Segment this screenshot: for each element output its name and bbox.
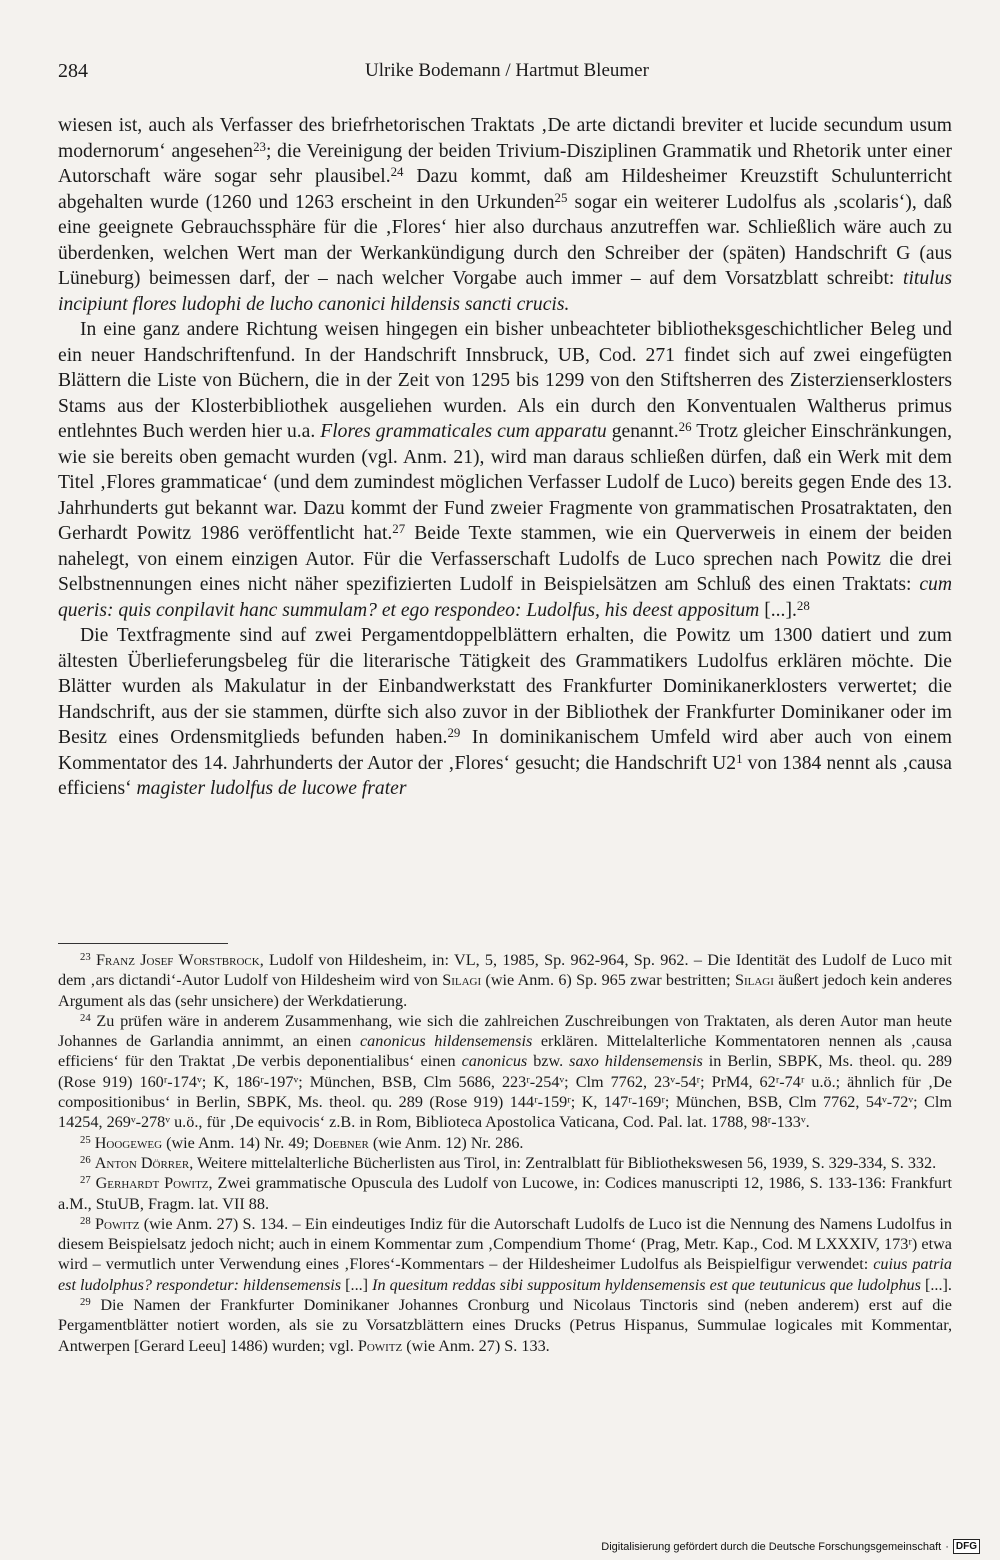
footnote-25: $^{25}$ Hoogeweg (wie Anm. 14) Nr. 49; Doebner (wie Anm. 12) Nr. 286. [80, 1133, 524, 1152]
footnote-ref-28[interactable]: 28 [796, 597, 810, 613]
footnote-ref-24[interactable]: 24 [390, 164, 404, 180]
footnote-ref-25[interactable]: 25 [554, 189, 568, 205]
footnote-ref-23[interactable]: 23 [253, 138, 266, 154]
digitization-credit: Digitalisierung gefördert durch die Deutsche Forschungsgemeinschaft · DFG [601, 1539, 980, 1554]
footnotes [58, 950, 952, 1356]
paragraph-1: wiesen ist, auch als Verfasser des briefrhetorischen Traktats ‚De arte dictandi breviter et lucide secundum usum modernorum‘ angesehen$^{23}$; die Vereinigung der beiden Trivium-Disziplinen Grammatik und Rhetorik unter einer Autorschaft wäre sogar sehr plausibel.$^{24}$ Dazu kommt, daß am Hildesheimer Kreuzstift Schulunterricht abgehalten wurde (1260 und 1263 erscheint in den Urkunden$^{25}$ sogar ein weiterer Ludolfus als ‚scolaris‘), daß eine geeignete Gebrauchssphäre für die ‚Flores‘ hier also durchaus anzutreffen war. Schließlich wäre auch zu überdenken, welchen Wert man der Werkankündigung durch den Schreiber der (späten) Handschrift G (aus Lüneburg) beimessen darf, der – nach welcher Vorgabe auch immer – auf dem Vorsatzblatt schreibt: titulus incipiunt flores ludophi de lucho canonici hildensis sancti crucis. [58, 115, 952, 315]
main-text [58, 113, 952, 802]
page-header [58, 60, 956, 90]
footnote-separator [58, 943, 228, 944]
footnote-26: $^{26}$ Anton Dörrer, Weitere mittelalterliche Bücherlisten aus Tirol, in: Zentralblatt für Bibliothekswesen 56, 1939, S. 329-334, S. 332. [80, 1153, 937, 1172]
dfg-logo-icon: DFG [953, 1539, 980, 1554]
footnote-24: $^{24}$ Zu prüfen wäre in anderem Zusammenhang, wie sich die zahlreichen Zuschreibungen von Traktaten, als deren Autor man heute Johannes de Garlandia annimmt, an einen canonicus hildensemensis erklären. Mittelalterliche Kommentatoren nennen als ‚causa efficiens‘ für den Traktat ‚De verbis deponentialibus‘ einen canonicus bzw. saxo hildensemensis in Berlin, SBPK, Ms. theol. qu. 289 (Rose 919) 160ʳ-174ᵛ; K, 186ʳ-197ᵛ; München, BSB, Clm 5686, 223ʳ-254ᵛ; Clm 7762, 23ᵛ-54ʳ; PrM4, 62ʳ-74ʳ u.ö.; ähnlich für ‚De compositionibus‘ in Berlin, SBPK, Ms. theol. qu. 289 (Rose 919) 144ʳ-159ʳ; K, 147ʳ-169ʳ; München, BSB, Clm 7762, 54ᵛ-72ᵛ; Clm 14254, 269ᵛ-278ᵛ u.ö., für ‚De equivocis‘ z.B. in Rom, Biblioteca Apostolica Vaticana, Cod. Pal. lat. 1788, 98ʳ-133ᵛ. [58, 1011, 953, 1132]
footnote-23: $^{23}$ Franz Josef Worstbrock, Ludolf von Hildesheim, in: VL, 5, 1985, Sp. 962-964, Sp. 962. – Die Identität des Ludolf de Luco mit dem ‚ars dictandi‘-Autor Ludolf von Hildesheim wird von Silagi (wie Anm. 6) Sp. 965 zwar bestritten; Silagi äußert jedoch kein anderes Argument als das (sehr unsichere) der Werkdatierung. [58, 951, 953, 1010]
footnote-ref-27[interactable]: 27 [392, 521, 406, 537]
running-head: Ulrike Bodemann / Hartmut Bleumer [365, 60, 649, 81]
paragraph-2: In eine ganz andere Richtung weisen hingegen ein bisher unbeachteter bibliotheksgeschichtlicher Beleg und ein neuer Handschriftenfund. In der Handschrift Innsbruck, UB, Cod. 271 findet sich auf zwei eingefügten Blättern die Liste von Büchern, die in der Zeit von 1295 bis 1299 von den Stiftsherren des Zisterzienserklosters Stams aus der Klosterbibliothek ausgeliehen wurden. Als ein durch den Konventualen Waltherus primus entlehntes Buch werden hier u.a. Flores grammaticales cum apparatu genannt.$^{26}$ Trotz gleicher Einschränkungen, wie sie bereits oben gemacht wurden (vgl. Anm. 21), wird man daraus schließen dürfen, daß ein Werk mit dem Titel ‚Flores grammaticae‘ (und dem zumindest möglichen Verfasser Ludolf de Luco) bereits gegen Ende des 13. Jahrhunderts gut bekannt war. Dazu kommt der Fund zweier Fragmente von grammatischen Prosatraktaten, den Gerhardt Powitz 1986 veröffentlicht hat.$^{27}$ Beide Texte stammen, wie ein Querverweis in einem der beiden nahelegt, von einem einzigen Autor. Für die Verfasserschaft Ludolfs de Luco sprechen nach Powitz die drei Selbstnennungen eines nicht näher spezifizierten Ludolf in Beispielsätzen am Schluß des einen Traktats: cum queris: quis conpilavit hanc summulam? et ego respondeo: Ludolfus, his deest appositum [...].$^{28}$ [58, 319, 952, 621]
footnote-ref-29[interactable]: 29 [447, 725, 461, 741]
footnote-27: $^{27}$ Gerhardt Powitz, Zwei grammatische Opuscula des Ludolf von Lucowe, in: Codices manuscripti 12, 1986, S. 133-136: Frankfurt a.M., StuUB, Fragm. lat. VII 88. [58, 1174, 953, 1213]
page-number: 284 [58, 60, 88, 82]
footnote-28: $^{28}$ Powitz (wie Anm. 27) S. 134. – Ein eindeutiges Indiz für die Autorschaft Ludolfs de Luco ist die Nennung des Namens Ludolfus in diesem Beispielsatz jedoch nicht; auch in einem Kommentar zum ‚Compendium Thome‘ (Prag, Metr. Kap., Cod. M LXXXIV, 173ʳ) etwa wird – vermutlich unter Verwendung eines ‚Flores‘-Kommentars – der Hildesheimer Ludolfus als Beispielfigur verwendet: cuius patria est ludolphus? respondetur: hildensemensis [...] In quesitum reddas sibi suppositum hyldensemensis est que teutunicus que ludolphus [...]. [58, 1214, 953, 1294]
paragraph-3: Die Textfragmente sind auf zwei Pergamentdoppelblättern erhalten, die Powitz um 1300 datiert und zum ältesten Überlieferungsbeleg für die literarische Tätigkeit des Grammatikers Ludolfus erklären möchte. Die Blätter wurden als Makulatur in der Einbandwerkstatt des Frankfurter Dominikanerklosters verwertet; die Handschrift, aus der sie stammen, dürfte sich also zuvor in der Bibliothek der Frankfurter Dominikaner oder im Besitz eines Ordensmitglieds befunden haben.$^{29}$ In dominikanischem Umfeld wird aber auch von einem Kommentator des 14. Jahrhunderts der Autor der ‚Flores‘ gesucht; die Handschrift $U2^1$ von 1384 nennt als ‚causa efficiens‘ magister ludolfus de lucowe frater [58, 625, 952, 799]
footnote-ref-26[interactable]: 26 [678, 419, 692, 435]
credit-text: Digitalisierung gefördert durch die Deutsche Forschungsgemeinschaft [601, 1540, 942, 1553]
footnote-29: $^{29}$ Die Namen der Frankfurter Dominikaner Johannes Cronburg und Nicolaus Tinctoris sind (neben anderem) erst auf die Pergamentblätter notiert worden, als sie zu Vorsatzblättern eines Drucks (Petrus Hispanus, Summulae logicales mit Kommentar, Antwerpen [Gerard Leeu] 1486) wurden; vgl. Powitz (wie Anm. 27) S. 133. [58, 1296, 952, 1355]
